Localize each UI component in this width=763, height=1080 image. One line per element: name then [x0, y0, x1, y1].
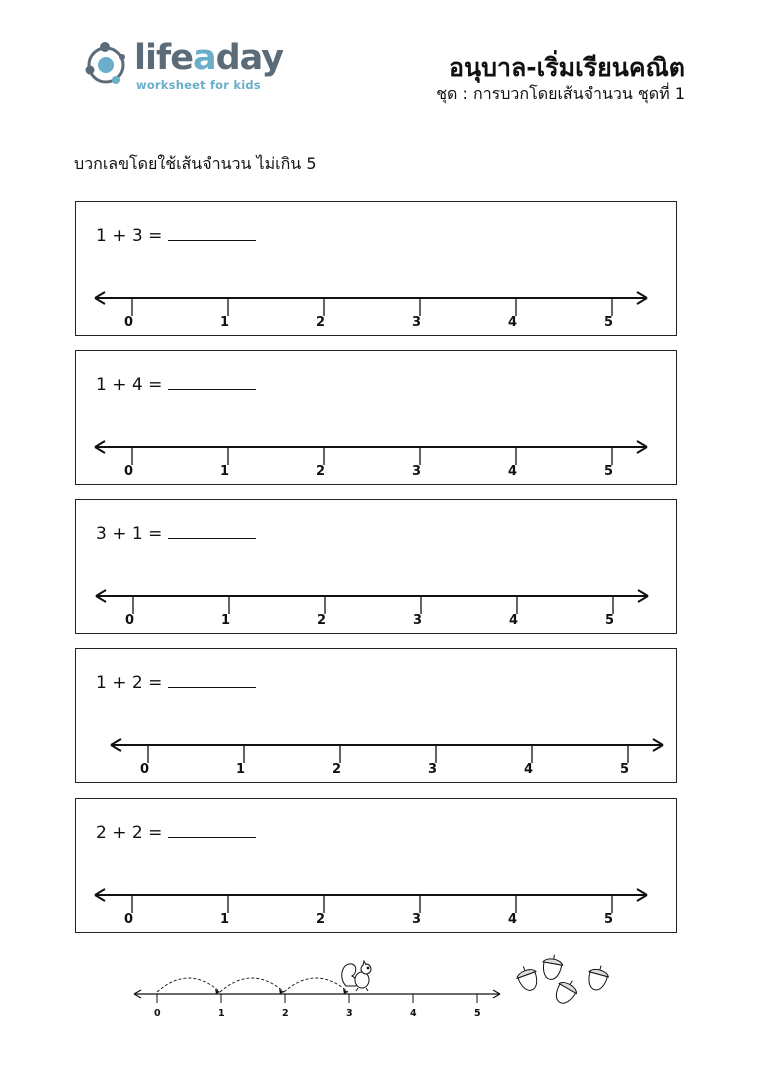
example-tick-label: 1	[218, 1008, 225, 1019]
answer-blank[interactable]	[168, 524, 256, 539]
tick-label: 1	[220, 315, 230, 330]
tick-label: 4	[508, 912, 518, 927]
hop-arrows	[157, 978, 348, 992]
tick-label: 0	[140, 762, 150, 777]
example-tick-label: 2	[282, 1008, 289, 1019]
tick-label: 4	[524, 762, 534, 777]
tick-label: 1	[220, 464, 230, 479]
number-line	[76, 582, 676, 632]
answer-blank[interactable]	[168, 226, 256, 241]
tick-label: 2	[316, 464, 326, 479]
worksheet-subtitle: ชุด : การบวกโดยเส้นจำนวน ชุดที่ 1	[436, 84, 685, 103]
problem-equation: 1 + 2 =	[96, 673, 256, 693]
tick-label: 2	[316, 912, 326, 927]
tick-label: 3	[428, 762, 438, 777]
problem-equation: 1 + 4 =	[96, 375, 256, 395]
tick-label: 2	[317, 613, 327, 628]
number-line	[76, 731, 676, 781]
answer-blank[interactable]	[168, 673, 256, 688]
tick-label: 4	[508, 315, 518, 330]
tick-label: 4	[508, 464, 518, 479]
number-line-graphic	[76, 731, 676, 781]
molecule-logo-icon	[82, 40, 132, 90]
number-line	[76, 881, 676, 931]
number-line-graphic	[76, 582, 676, 632]
tick-label: 5	[604, 464, 614, 479]
number-line	[76, 433, 676, 483]
problem-equation: 3 + 1 =	[96, 524, 256, 544]
number-line-graphic	[76, 881, 676, 931]
tick-label: 2	[332, 762, 342, 777]
problem-card	[75, 648, 677, 783]
tick-label: 0	[124, 315, 134, 330]
logo-wordmark: lifeaday	[134, 38, 284, 78]
number-line-graphic	[76, 433, 676, 483]
example-number-line	[120, 950, 640, 1040]
problem-card	[75, 798, 677, 933]
worksheet-title: อนุบาล-เริ่มเรียนคณิต	[448, 53, 685, 82]
tick-label: 3	[412, 464, 422, 479]
squirrel-icon	[342, 961, 371, 991]
example-tick-label: 0	[154, 1008, 161, 1019]
problem-card	[75, 201, 677, 336]
example-tick-label: 4	[410, 1008, 417, 1019]
tick-label: 1	[220, 912, 230, 927]
tick-label: 5	[620, 762, 630, 777]
tick-label: 5	[604, 912, 614, 927]
acorn-icon	[514, 953, 611, 1007]
tick-label: 1	[221, 613, 231, 628]
logo-tagline: worksheet for kids	[136, 78, 261, 92]
tick-label: 0	[125, 613, 135, 628]
problem-equation: 1 + 3 =	[96, 226, 256, 246]
tick-label: 0	[124, 464, 134, 479]
tick-label: 0	[124, 912, 134, 927]
problem-card	[75, 499, 677, 634]
example-tick-label: 5	[474, 1008, 481, 1019]
answer-blank[interactable]	[168, 375, 256, 390]
tick-label: 1	[236, 762, 246, 777]
tick-label: 3	[413, 613, 423, 628]
tick-label: 4	[509, 613, 519, 628]
problem-card	[75, 350, 677, 485]
number-line	[76, 284, 676, 334]
tick-label: 2	[316, 315, 326, 330]
tick-label: 3	[412, 912, 422, 927]
problem-equation: 2 + 2 =	[96, 823, 256, 843]
brand-logo	[82, 38, 284, 98]
tick-label: 5	[605, 613, 615, 628]
example-tick-label: 3	[346, 1008, 353, 1019]
number-line-graphic	[76, 284, 676, 334]
tick-label: 5	[604, 315, 614, 330]
instruction-text: บวกเลขโดยใช้เส้นจำนวน ไม่เกิน 5	[74, 154, 317, 173]
answer-blank[interactable]	[168, 823, 256, 838]
example-illustration	[120, 950, 640, 1040]
tick-label: 3	[412, 315, 422, 330]
